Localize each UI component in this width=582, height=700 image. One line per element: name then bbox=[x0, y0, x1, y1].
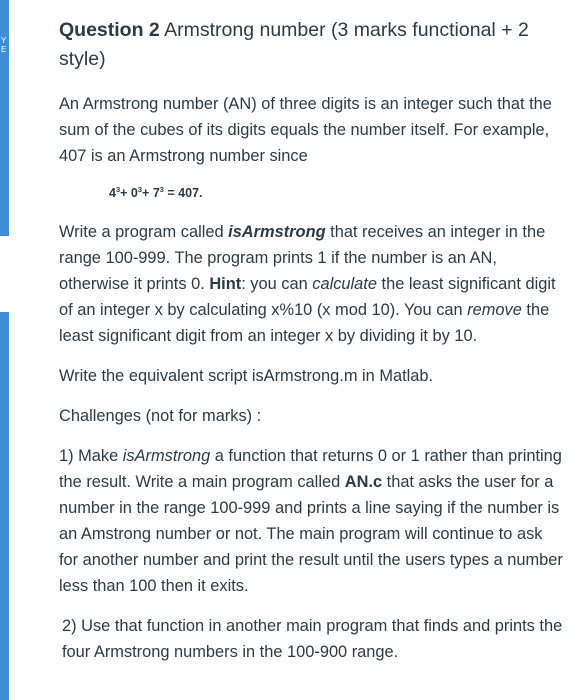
task-text-4: the least significant digit of an integer x by calculating x%10 (x mod 10). You can bbox=[59, 275, 556, 319]
formula-base-2: 0 bbox=[130, 186, 138, 200]
task-text-1: Write a program called bbox=[59, 223, 229, 241]
formula-base-1: 4 bbox=[109, 186, 116, 200]
formula-exp-2: 3 bbox=[137, 185, 143, 194]
formula-plus-2: + bbox=[142, 186, 153, 200]
left-edge-strip bbox=[0, 0, 10, 700]
formula-exp-3: 3 bbox=[159, 185, 164, 194]
task-text-3: : you can bbox=[241, 275, 313, 293]
calculate-word: calculate bbox=[312, 275, 377, 293]
challenge-1-file: AN.c bbox=[344, 473, 383, 491]
edge-letters: Y E bbox=[1, 36, 7, 54]
hint-label: Hint bbox=[209, 275, 242, 293]
formula-exp-1: 3 bbox=[115, 185, 121, 194]
matlab-paragraph: Write the equivalent script isArmstrong.m in Matlab. bbox=[59, 367, 434, 385]
formula-plus-1: + bbox=[120, 186, 131, 200]
formula-result: = 407. bbox=[163, 186, 203, 200]
task-text-2: that receives an integer in the range 100-999. The program prints 1 if the number is an AN, otherwise it prints 0. bbox=[59, 223, 546, 293]
challenges-heading: Challenges (not for marks) : bbox=[59, 407, 262, 425]
question-title bbox=[59, 16, 564, 74]
question-number: Question 2 bbox=[59, 19, 160, 41]
challenge-1-text-1: 1) Make bbox=[59, 447, 123, 465]
edge-bar-bottom bbox=[0, 312, 9, 700]
formula-base-3: 7 bbox=[152, 186, 160, 200]
challenge-2: 2) Use that function in another main program that finds and prints the four Armstrong numbers in the 100-900 range. bbox=[62, 617, 563, 661]
challenge-1-text-2: a function that returns 0 or 1 rather than printing the result. Write a main program called bbox=[59, 447, 562, 491]
task-paragraph bbox=[59, 219, 564, 349]
challenge-1-text-3: that asks the user for a number in the range 100-999 and prints a line saying if the number is an Amstrong number or not. The main program will continue to ask for another number and print the result until the users types a number less than 100 then it exits. bbox=[59, 473, 563, 595]
remove-word: remove bbox=[467, 301, 522, 319]
challenge-1 bbox=[59, 443, 564, 599]
question-content bbox=[59, 16, 564, 665]
task-text-5: the least significant digit from an integer x by dividing it by 10. bbox=[59, 301, 550, 345]
question-title-text: Armstrong number (3 marks functional + 2 style) bbox=[59, 19, 529, 70]
armstrong-formula bbox=[109, 181, 564, 202]
intro-paragraph: An Armstrong number (AN) of three digits is an integer such that the sum of the cubes of its digits equals the number itself. For example, 407 is an Armstrong number since bbox=[59, 95, 552, 165]
challenge-1-function-name: isArmstrong bbox=[122, 447, 211, 465]
program-name: isArmstrong bbox=[228, 223, 326, 241]
